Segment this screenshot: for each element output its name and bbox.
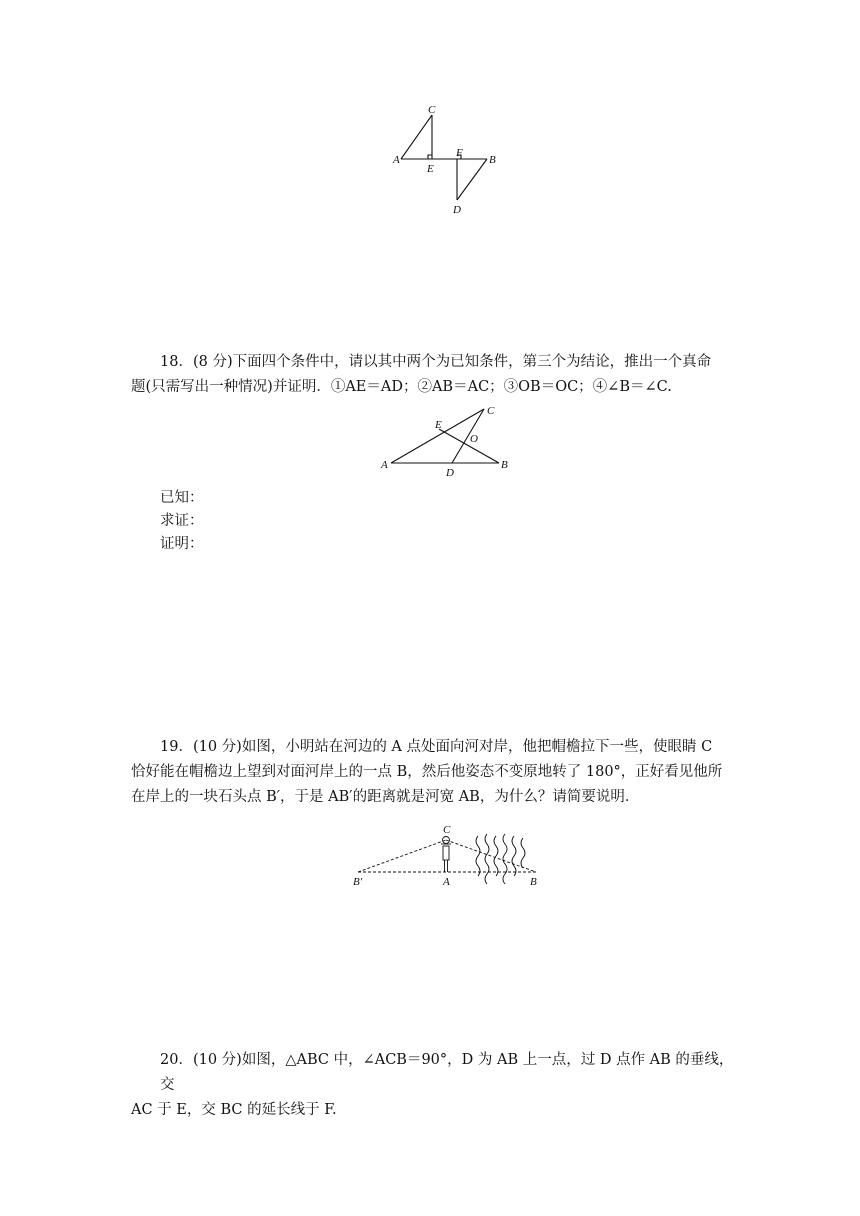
- problem-18-text: [131, 350, 734, 400]
- fig17-label-c: C: [428, 104, 436, 116]
- problem-20-text: [131, 1048, 734, 1123]
- fig17-label-d: D: [453, 204, 461, 216]
- fig18-label-c: C: [487, 405, 495, 417]
- fig19-label-c: C: [443, 824, 451, 836]
- fig18-label-e: E: [435, 419, 442, 431]
- fig19-label-bprime: B′: [353, 876, 363, 888]
- fig19-label-b: B: [530, 876, 537, 888]
- fig18-label-b: B: [501, 459, 508, 471]
- problem-18-line-2: 题(只需写出一种情况)并证明．①AE＝AD；②AB＝AC；③OB＝OC；④∠B＝∠C.: [131, 379, 672, 395]
- proof-label: 证明：: [160, 536, 204, 552]
- fig17-label-b: B: [489, 154, 496, 166]
- figure-19: [350, 822, 550, 892]
- figure-17: [388, 100, 508, 220]
- problem-19-line-1: 19．(10 分)如图，小明站在河边的 A 点处面向河对岸，他把帽檐拉下一些，使眼睛 C: [160, 739, 713, 755]
- problem-19-line-3: 在岸上的一块石头点 B′，于是 AB′的距离就是河宽 AB，为什么？请简要说明．: [131, 789, 640, 805]
- fig17-label-f: F: [456, 147, 463, 159]
- problem-20-line-1: 20．(10 分)如图，△ABC 中，∠ACB＝90°，D 为 AB 上一点，过 D 点作 AB 的垂线，交: [160, 1052, 734, 1093]
- fig18-label-o: O: [470, 433, 478, 445]
- fig17-label-a: A: [393, 154, 400, 166]
- problem-19-line-2: 恰好能在帽檐边上望到对面河岸上的一点 B，然后他姿态不变原地转了 180°，正好看见他所: [131, 764, 723, 780]
- fig17-label-e: E: [427, 163, 434, 175]
- problem-18-line-1: 18．(8 分)下面四个条件中，请以其中两个为已知条件，第三个为结论，推出一个真命: [160, 354, 712, 370]
- fig19-label-a: A: [443, 876, 450, 888]
- fig18-label-d: D: [446, 467, 454, 479]
- fig18-label-a: A: [381, 459, 388, 471]
- problem-19-text: [131, 735, 734, 810]
- figure-18: [378, 402, 528, 477]
- known-label: 已知：: [160, 490, 204, 506]
- prove-label: 求证：: [160, 513, 204, 529]
- problem-20-line-2: AC 于 E，交 BC 的延长线于 F.: [131, 1102, 337, 1118]
